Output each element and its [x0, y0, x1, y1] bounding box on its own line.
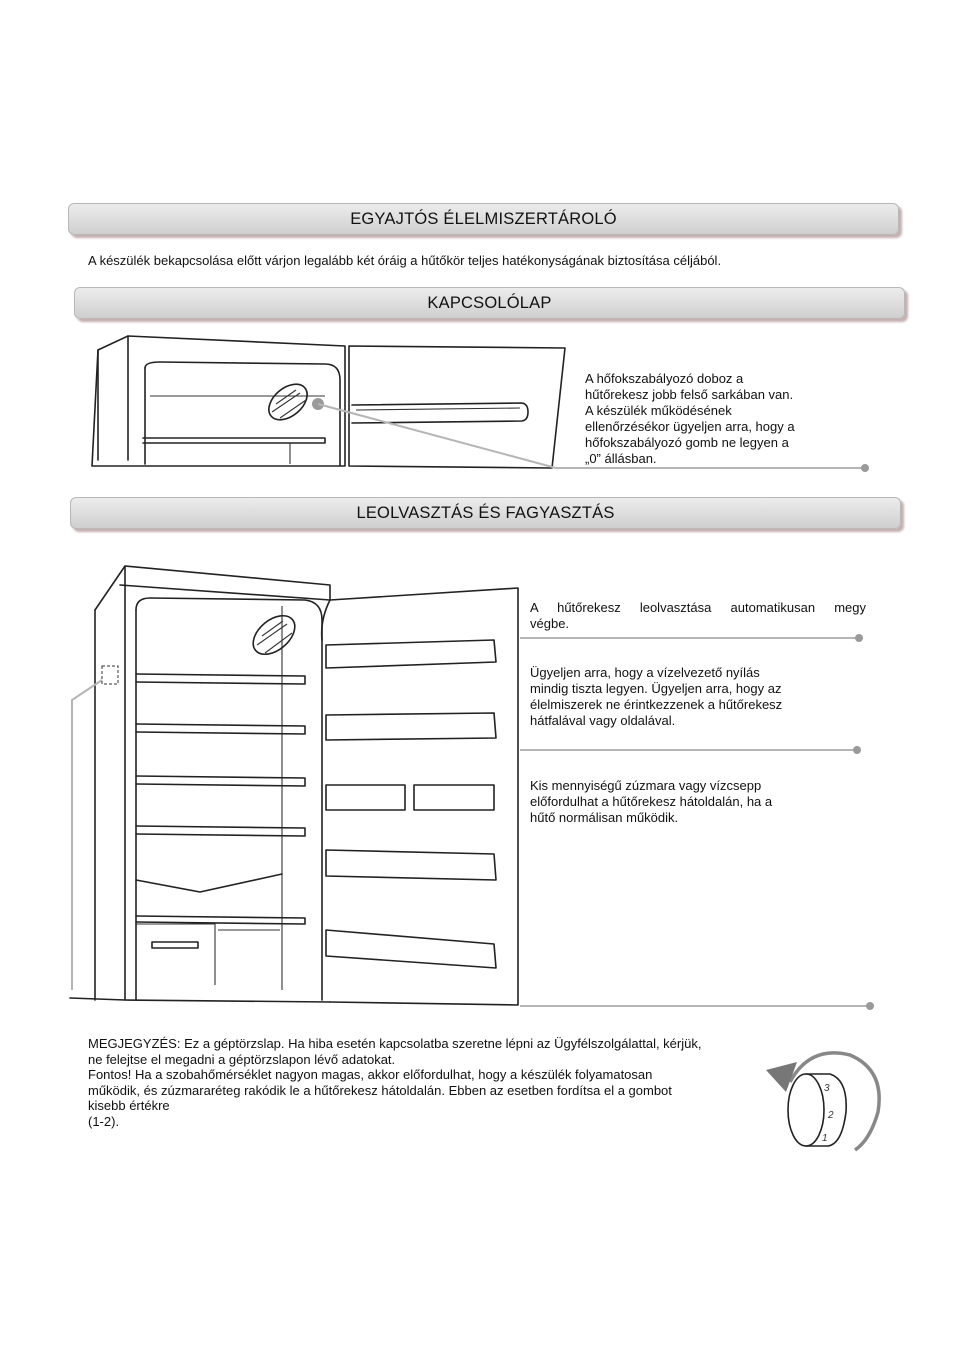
defrost-note-1: A hűtőrekesz leolvasztása automatikusan megy végbe.: [530, 600, 866, 631]
defrost-note-2: Ügyeljen arra, hogy a vízelvezető nyílás mindig tiszta legyen. Ügyeljen arra, hogy az élelmiszerek ne érintkezzenek a hűtőrekesz hátfalával vagy oldalával.: [530, 665, 783, 728]
section-title: EGYAJTÓS ÉLELMISZERTÁROLÓ: [350, 209, 617, 228]
note-text: MEGJEGYZÉS: Ez a géptörzslap. Ha hiba esetén kapcsolatba szeretne lépni az Ügyfélszolgálattal, kérjük, ne felejtse el megadni a géptörzslapon lévő adatokat. Fontos! Ha a szobahőmérséklet nagyon magas, akkor előfordulhat, hogy a készülék folyamatosan működik, és zúzmararéteg rakódik le a hűtőrekesz hátoldalán. Ebben az esetben fordítsa el a gombot kisebb értékre (1-2).: [88, 1036, 702, 1129]
kapcsololap-text: A hőfokszabályozó doboz a hűtőrekesz jobb felső sarkában van. A készülék működésének ellenőrzésékor ügyeljen arra, hogy a hőfokszabályozó gomb ne legyen a „0” állásban.: [585, 371, 795, 466]
knob-label: 2: [828, 1110, 834, 1121]
knob-label: 1: [822, 1133, 828, 1144]
section-title: KAPCSOLÓLAP: [427, 293, 552, 312]
defrost-note-3: Kis mennyiségű zúzmara vagy vízcsepp előfordulhat a hűtőrekesz hátoldalán, ha a hűtő normálisan működik.: [530, 778, 773, 825]
section-title: LEOLVASZTÁS ÉS FAGYASZTÁS: [356, 503, 615, 522]
intro-text: A készülék bekapcsolása előtt várjon legalább két óráig a hűtőkör teljes hatékonyságának biztosítása céljából.: [88, 253, 722, 268]
knob-label: 3: [824, 1083, 830, 1094]
